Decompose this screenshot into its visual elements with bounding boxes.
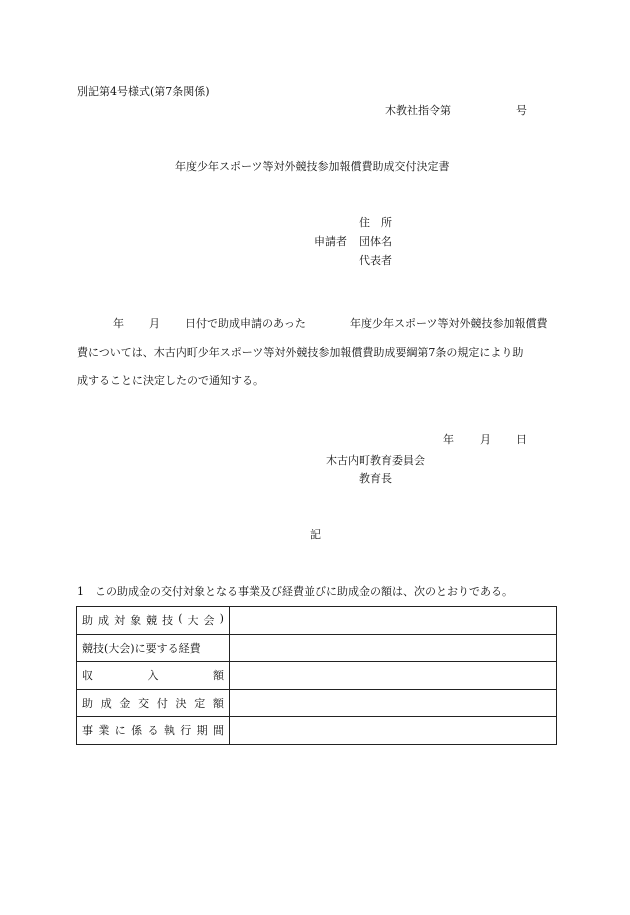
applicant-label: 申請者	[314, 235, 347, 248]
row-label	[77, 607, 230, 635]
date-month: 月	[480, 433, 491, 446]
body-month: 月	[149, 317, 160, 330]
ki-heading: 記	[310, 528, 321, 541]
body-line-2: 費については、木古内町少年スポーツ等対外競技参加報償費助成要綱第7条の規定により助	[77, 346, 524, 359]
table-row	[77, 607, 557, 635]
table-row	[77, 662, 557, 690]
doc-number-suffix: 号	[516, 104, 527, 117]
date-year: 年	[443, 433, 454, 446]
body-line1-tail: 年度少年スポーツ等対外競技参加報償費	[350, 317, 548, 330]
org-label: 団体名	[359, 235, 392, 248]
row-value	[230, 607, 557, 635]
document-title: 年度少年スポーツ等対外競技参加報償費助成交付決定書	[175, 160, 450, 173]
row-value	[230, 717, 557, 745]
row-value	[230, 689, 557, 717]
issuer-org: 木古内町教育委員会	[326, 454, 425, 467]
doc-number-prefix: 木教社指令第	[385, 104, 451, 117]
body-date-rest: 日付で助成申請のあった	[185, 317, 306, 330]
row-value	[230, 634, 557, 662]
table-row	[77, 689, 557, 717]
row-label-text: 助 成 対 象 競 技 ( 大 会 )	[82, 612, 224, 628]
row-label-text: 競技(大会)に要する経費	[82, 641, 201, 655]
body-year: 年	[113, 317, 124, 330]
row-label-text: 事 業 に 係 る 執 行 期 間	[82, 724, 224, 738]
row-label-text: 助 成 金 交 付 決 定 額	[82, 696, 224, 710]
section-1-text: 1 この助成金の交付対象となる事業及び経費並びに助成金の額は、次のとおりである。	[77, 585, 513, 598]
row-label	[77, 717, 230, 745]
table-row	[77, 634, 557, 662]
grant-table	[76, 606, 557, 745]
row-label-text: 収 入 額	[82, 669, 224, 683]
body-line-3: 成することに決定したので通知する。	[77, 374, 264, 387]
address-label: 住 所	[359, 216, 392, 229]
issuer-title: 教育長	[359, 472, 392, 485]
row-value	[230, 662, 557, 690]
row-label	[77, 689, 230, 717]
row-label	[77, 634, 230, 662]
table-row	[77, 717, 557, 745]
representative-label: 代表者	[359, 254, 392, 267]
form-id: 別記第4号様式(第7条関係)	[77, 85, 210, 98]
row-label	[77, 662, 230, 690]
date-day: 日	[516, 433, 527, 446]
